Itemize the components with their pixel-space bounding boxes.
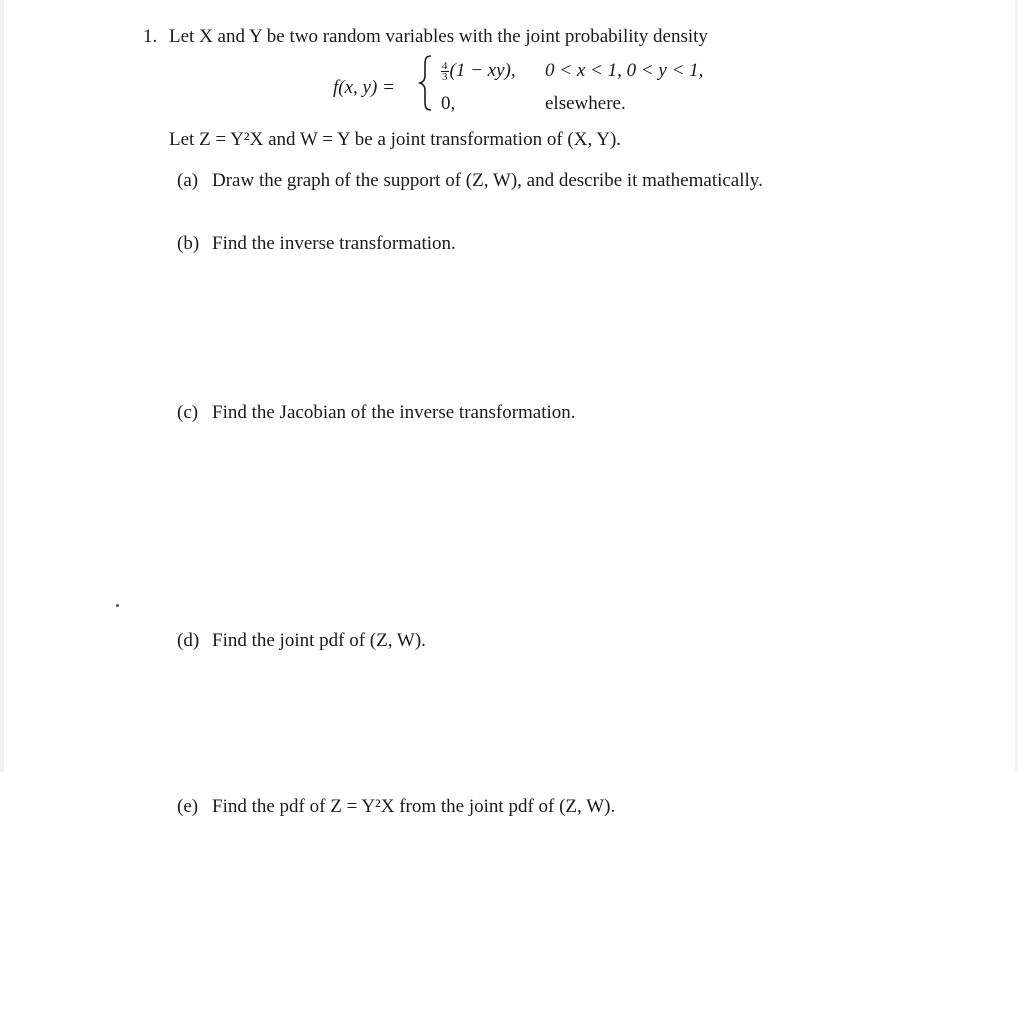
stray-mark <box>116 604 119 607</box>
fraction-four-thirds <box>441 61 449 82</box>
part-b-text: Find the inverse transformation. <box>212 233 456 254</box>
case1-value <box>441 60 516 82</box>
problem-intro: Let X and Y be two random variables with the joint probability density <box>169 26 708 47</box>
density-lhs: f(x, y) = <box>333 77 395 98</box>
case1-expression: (1 − xy), <box>449 60 516 81</box>
part-e-label: (e) <box>177 796 199 817</box>
part-e-text: Find the pdf of Z = Y²X from the joint pdf of (Z, W). <box>212 796 616 817</box>
scan-edge-left <box>0 0 4 772</box>
left-brace-icon <box>418 54 434 112</box>
fraction-denominator: 3 <box>442 71 448 84</box>
part-c-text: Find the Jacobian of the inverse transformation. <box>212 402 576 423</box>
part-c-label: (c) <box>177 402 199 423</box>
part-a-label: (a) <box>177 170 199 191</box>
case2-value: 0, <box>441 93 456 114</box>
transformation-statement: Let Z = Y²X and W = Y be a joint transformation of (X, Y). <box>169 129 622 150</box>
part-d-text: Find the joint pdf of (Z, W). <box>212 630 426 651</box>
case1-condition: 0 < x < 1, 0 < y < 1, <box>545 60 704 81</box>
part-d-label: (d) <box>177 630 200 651</box>
part-a-text: Draw the graph of the support of (Z, W), and describe it mathematically. <box>212 170 763 191</box>
case2-condition: elsewhere. <box>545 93 626 114</box>
part-b-label: (b) <box>177 233 200 254</box>
fraction-numerator: 4 <box>442 60 448 73</box>
problem-number: 1. <box>143 26 158 47</box>
